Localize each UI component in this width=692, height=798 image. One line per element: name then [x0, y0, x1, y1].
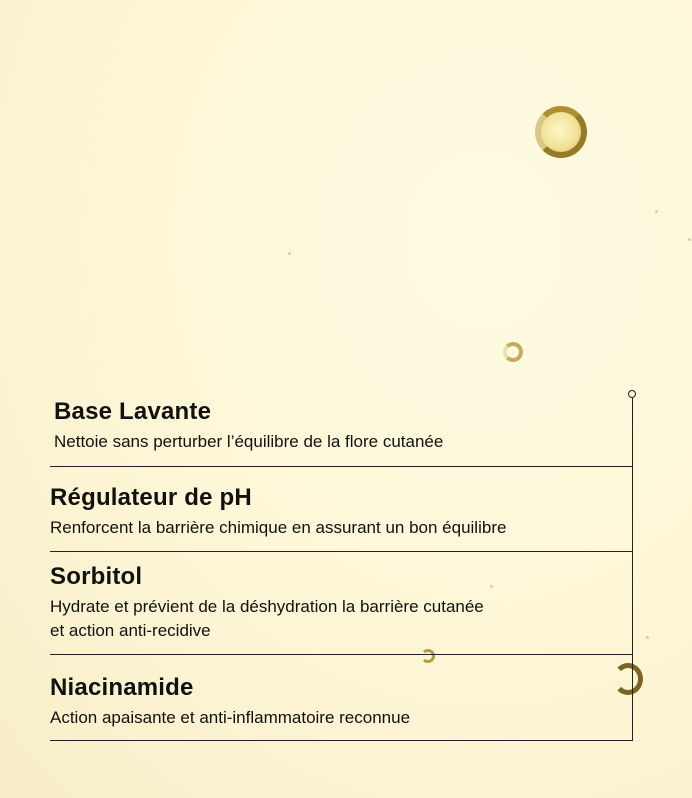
speck-decoration [688, 238, 691, 241]
speck-decoration [655, 210, 658, 213]
ingredient-base-lavante [50, 398, 633, 454]
speck-decoration [288, 252, 291, 255]
ingredient-niacinamide [50, 674, 633, 730]
oil-bubble-decoration [421, 649, 435, 663]
oil-bubble-decoration [535, 106, 587, 158]
ingredient-title: Base Lavante [54, 398, 212, 425]
oil-bubble-decoration [503, 342, 523, 362]
ingredient-description-line2: et action anti-recidive [50, 621, 211, 640]
divider [50, 466, 633, 467]
ingredient-description: Renforcent la barrière chimique en assurant un bon équilibre [50, 518, 507, 537]
ingredient-title: Régulateur de pH [50, 484, 252, 511]
connector-circle-icon [628, 390, 636, 398]
divider [50, 551, 633, 552]
speck-decoration [646, 636, 649, 639]
ingredient-regulateur-ph [50, 484, 633, 540]
divider [50, 654, 633, 655]
ingredient-description-line1: Hydrate et prévient de la déshydration la barrière cutanée [50, 597, 484, 616]
divider [50, 740, 633, 741]
ingredient-description: Nettoie sans perturber l’équilibre de la flore cutanée [54, 432, 444, 451]
ingredient-title: Niacinamide [50, 674, 194, 701]
ingredient-sorbitol [50, 563, 633, 643]
ingredient-title: Sorbitol [50, 563, 143, 590]
ingredient-description: Action apaisante et anti-inflammatoire reconnue [50, 708, 411, 727]
